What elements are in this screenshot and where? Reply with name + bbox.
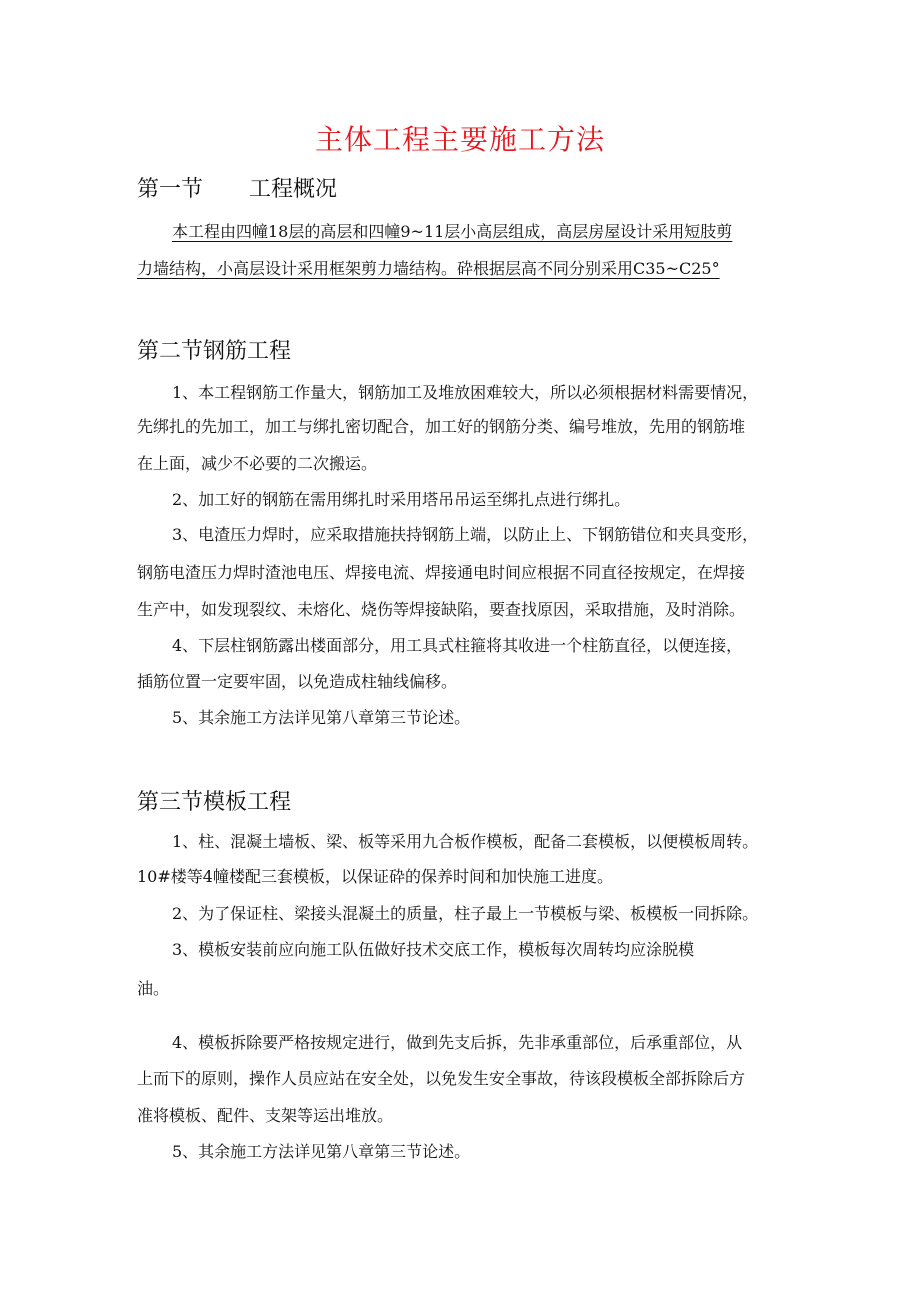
section-3-heading: 第三节模板工程 <box>137 790 292 815</box>
paragraph-line: 5、其余施工方法详见第八章第三节论述。 <box>172 708 471 727</box>
section-1-name: 工程概况 <box>249 177 338 202</box>
section-1-label: 第一节 <box>137 177 204 202</box>
paragraph-line: 生产中，如发现裂纹、未熔化、烧伤等焊接缺陷，要查找原因，采取措施，及时消除。 <box>137 600 746 619</box>
paragraph-line: 先绑扎的先加工，加工与绑扎密切配合，加工好的钢筋分类、编号堆放，先用的钢筋堆 <box>137 417 746 436</box>
paragraph-line: 4、模板拆除要严格按规定进行，做到先支后拆，先非承重部位，后承重部位，从 <box>172 1033 743 1052</box>
paragraph-line: 在上面，减少不必要的二次搬运。 <box>137 454 378 473</box>
section-2-heading: 第二节钢筋工程 <box>137 339 292 364</box>
paragraph-line: 3、电渣压力焊时，应采取措施扶持钢筋上端，以防止上、下钢筋错位和夹具变形， <box>172 525 759 544</box>
paragraph-line: 4、下层柱钢筋露出楼面部分，用工具式柱箍将其收进一个柱筋直径，以便连接， <box>172 636 743 655</box>
document-title: 主体工程主要施工方法 <box>314 123 605 156</box>
paragraph-line: 10#楼等4幢楼配三套模板，以保证砕的保养时间和加快施工进度。 <box>137 867 613 886</box>
paragraph-line: 1、本工程钢筋工作量大，钢筋加工及堆放困难较大，所以必须根据材料需要情况， <box>172 383 759 402</box>
paragraph-line: 2、为了保证柱、梁接头混凝土的质量，柱子最上一节模板与梁、板模板一同拆除。 <box>172 904 759 923</box>
paragraph-line: 钢筋电渣压力焊时渣池电压、焊接电流、焊接通电时间应根据不同直径按规定，在焊接 <box>137 563 746 582</box>
section-1-heading <box>137 172 337 203</box>
paragraph-line: 准将模板、配件、支架等运出堆放。 <box>137 1106 394 1125</box>
paragraph-line: 本工程由四幢18层的高层和四幢9~11层小高层组成，高层房屋设计采用短肢剪 <box>172 222 733 241</box>
paragraph-line: 2、加工好的钢筋在需用绑扎时采用塔吊吊运至绑扎点进行绑扎。 <box>172 490 631 509</box>
paragraph-line: 油。 <box>137 979 170 998</box>
paragraph-line: 上而下的原则，操作人员应站在安全处，以免发生安全事故，待该段模板全部拆除后方 <box>137 1069 746 1088</box>
paragraph-line: 插筋位置一定要牢固，以免造成柱轴线偏移。 <box>137 672 458 691</box>
paragraph-line: 5、其余施工方法详见第八章第三节论述。 <box>172 1142 471 1161</box>
paragraph-line: 3、模板安装前应向施工队伍做好技术交底工作，模板每次周转均应涂脱模 <box>172 940 695 959</box>
paragraph-line: 力墙结构，小高层设计采用框架剪力墙结构。砕根据层高不同分别采用C35~C25° <box>137 259 720 278</box>
paragraph-line: 1、柱、混凝土墙板、梁、板等采用九合板作模板，配备二套模板，以便模板周转。 <box>172 832 759 851</box>
